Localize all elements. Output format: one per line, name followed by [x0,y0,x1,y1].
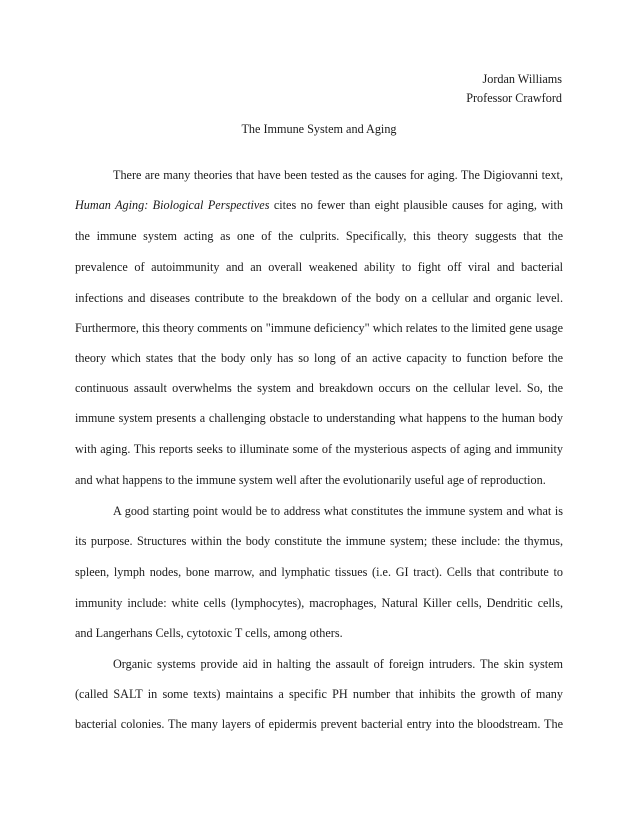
text-line: theory which states that the body only has so long of an active capacity to function before the [75,351,563,365]
author-name: Jordan Williams [482,72,562,86]
page-title: The Immune System and Aging [241,122,397,136]
text-line: A good starting point would be to address what constitutes the immune system and what is [113,504,563,518]
text-line: (called SALT in some texts) maintains a specific PH number that inhibits the growth of many [75,687,563,701]
text-line: continuous assault overwhelms the system and breakdown occurs on the cellular level. So, the [75,381,563,395]
text-line: and Langerhans Cells, cytotoxic T cells, among others. [75,626,343,640]
text-line: and what happens to the immune system well after the evolutionarily useful age of reproduction. [75,473,546,487]
text-line: immune system presents a challenging obstacle to understanding what happens to the human body [75,411,563,425]
text-line: prevalence of autoimmunity and an overall weakened ability to fight off viral and bacterial [75,260,563,274]
text-line: There are many theories that have been tested as the causes for aging. The Digiovanni text, [113,168,563,182]
text-span: cites no fewer than eight plausible causes for aging, with [269,198,563,212]
text-line: its purpose. Structures within the body constitute the immune system; these include: the thymus, [75,534,563,548]
text-line: infections and diseases contribute to the breakdown of the body on a cellular and organic level. [75,291,563,305]
text-line: immunity include: white cells (lymphocytes), macrophages, Natural Killer cells, Dendritic cells, [75,596,563,610]
book-title: Human Aging: Biological Perspectives [75,198,270,212]
professor-name: Professor Crawford [466,91,562,105]
text-line: with aging. This reports seeks to illuminate some of the mysterious aspects of aging and immunity [75,442,563,456]
text-line: spleen, lymph nodes, bone marrow, and lymphatic tissues (i.e. GI tract). Cells that contribute to [75,565,563,579]
text-line [75,197,563,213]
text-line: bacterial colonies. The many layers of epidermis prevent bacterial entry into the bloodstream. The [75,717,563,731]
text-line: Organic systems provide aid in halting the assault of foreign intruders. The skin system [113,657,563,671]
text-line: Furthermore, this theory comments on "immune deficiency" which relates to the limited gene usage [75,321,563,335]
text-line: the immune system acting as one of the culprits. Specifically, this theory suggests that the [75,229,563,243]
